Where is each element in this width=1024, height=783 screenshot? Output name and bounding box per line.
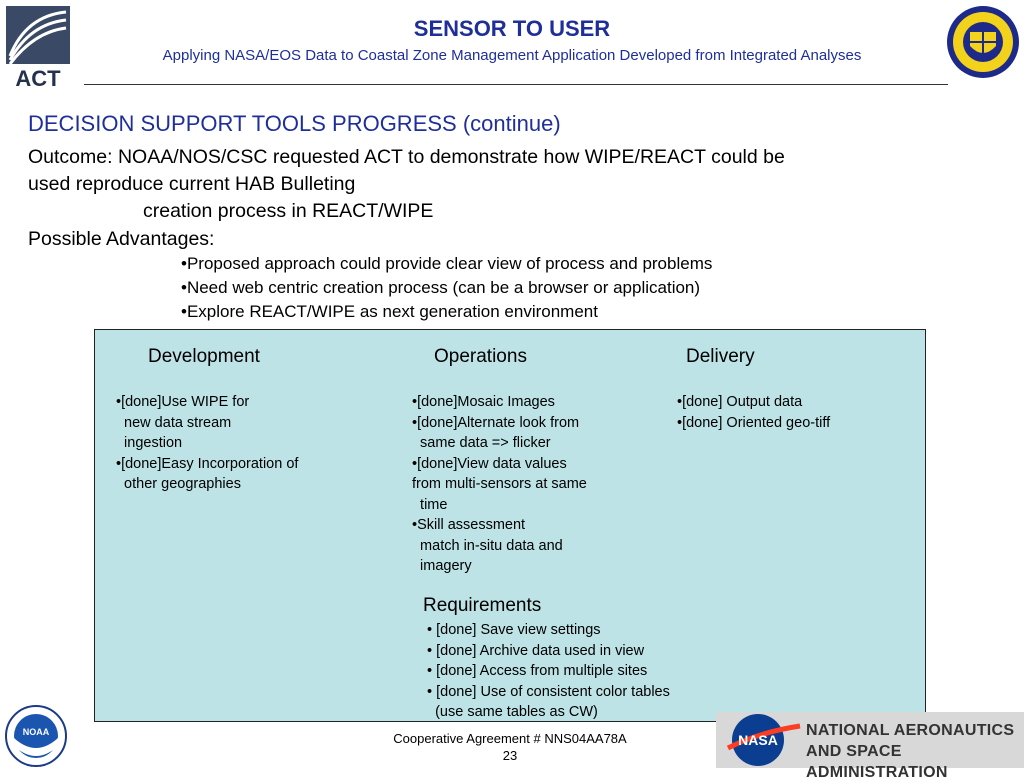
header-divider [84,84,948,85]
advantage-item: •Proposed approach could provide clear view of process and problems [181,254,713,273]
page-title: SENSOR TO USER [413,16,611,41]
delivery-list: •[done] Output data •[done] Oriented geo-tiff [677,394,831,431]
delivery-heading: Delivery [686,346,755,367]
nasa-line-2: AND SPACE ADMINISTRATION [806,743,948,781]
nasa-banner [716,712,1024,781]
footer [340,730,680,764]
development-list: •[done]Use WIPE for new data stream ingestion •[done]Easy Incorporation of other geographies [116,394,299,492]
nasa-logo-text: NASA [738,732,778,748]
outcome-line-3: creation process in REACT/WIPE [143,200,434,222]
nasa-wordmark [806,720,1024,783]
page-number: 23 [502,748,518,763]
nrl-seal-logo [942,4,1024,80]
outcome-line-1: Outcome: NOAA/NOS/CSC requested ACT to demonstrate how WIPE/REACT could be [28,146,785,168]
operations-list: •[done]Mosaic Images •[done]Alternate look from same data => flicker •[done]View data values from multi-sensors at same time •Skill assessment match in-situ data and imagery [412,394,587,574]
page-subtitle: Applying NASA/EOS Data to Coastal Zone Management Application Developed from Integrated Analyses [162,47,862,64]
development-heading: Development [148,346,260,367]
noaa-logo-text: NOAA [22,727,50,737]
requirements-list: • [done] Save view settings • [done] Archive data used in view • [done] Access from multiple sites • [done] Use of consistent color tables (use same tables as CW) [427,622,670,720]
advantage-item: •Need web centric creation process (can be a browser or application) [181,278,701,297]
nasa-meatball-icon [720,712,806,768]
operations-heading: Operations [434,346,527,367]
outcome-line-2: used reproduce current HAB Bulleting [28,173,356,195]
advantage-item: •Explore REACT/WIPE as next generation environment [181,302,598,321]
noaa-logo [4,704,68,768]
advantages-heading: Possible Advantages: [28,228,215,250]
requirements-heading: Requirements [423,595,542,616]
agreement-number: Cooperative Agreement # NNS04AA78A [393,731,627,746]
nasa-line-1: NATIONAL AERONAUTICS [806,722,1015,739]
section-title: DECISION SUPPORT TOOLS PROGRESS (continue) [28,111,561,136]
act-logo-text: ACT [15,66,61,90]
